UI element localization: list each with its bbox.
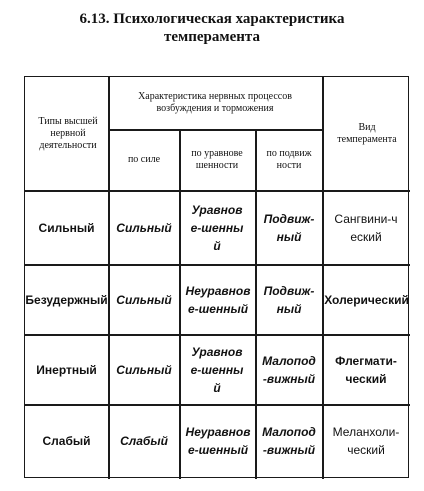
cell-mobility: Малопод-вижный xyxy=(262,353,316,386)
page-title-line2: темперамента xyxy=(164,29,260,45)
page-title: 6.13. Психологическая характеристика xyxy=(79,11,345,27)
cell-strength: Сильный xyxy=(116,362,172,377)
temperament-table xyxy=(24,76,409,478)
cell-type: Слабый xyxy=(42,434,91,448)
cell-strength: Слабый xyxy=(120,434,168,448)
column-divider xyxy=(255,129,257,479)
cell-mobility: Малопод-вижный xyxy=(262,425,316,457)
cell-temperament: Холерический xyxy=(324,292,409,307)
cell-temperament: Меланхоли-ческий xyxy=(332,425,400,457)
cell-type: Сильный xyxy=(38,220,95,235)
header-by-mobility: по подвижности xyxy=(266,148,312,171)
cell-balance: Неуравнове-шенный xyxy=(185,283,251,316)
header-nervous-activity-type: Типы высшей нервной деятельности xyxy=(38,115,98,151)
cell-strength: Сильный xyxy=(116,292,172,307)
header-by-strength: по силе xyxy=(127,154,161,165)
cell-balance: Неуравнове-шенный xyxy=(185,425,251,457)
cell-temperament: Флегмати-ческий xyxy=(335,353,397,386)
cell-temperament: Сангвини-ческий xyxy=(334,211,398,244)
cell-type: Безудержный xyxy=(25,292,108,307)
cell-balance: Уравнове-шенный xyxy=(190,344,244,395)
header-nervous-processes-group: Характеристика нервных процессов возбуждения и торможения xyxy=(138,91,292,114)
cell-balance: Уравнове-шенный xyxy=(190,202,244,253)
cell-type: Инертный xyxy=(36,362,97,377)
cell-mobility: Подвиж-ный xyxy=(263,211,315,244)
cell-mobility: Подвиж-ный xyxy=(263,283,315,316)
header-temperament-kind: Вид темперамента xyxy=(337,121,397,145)
header-by-balance: по уравновешенности xyxy=(191,148,243,171)
cell-strength: Сильный xyxy=(116,220,172,235)
